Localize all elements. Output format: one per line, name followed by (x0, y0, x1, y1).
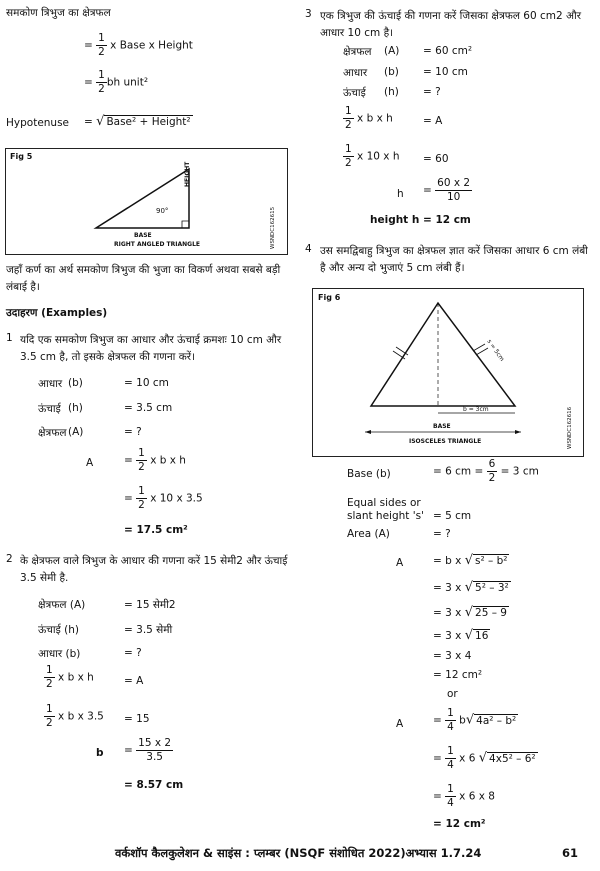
ex2-question: के क्षेत्रफल वाले त्रिभुज के आधार की गणना करें 15 सेमी2 और ऊंचाई 3.5 सेमी है. (20, 555, 288, 584)
ex2-b-symbol: b (96, 747, 104, 759)
ex3-given-a-value: = 60 cm² (423, 45, 473, 57)
ex3-given-h-sym: (h) (384, 86, 399, 98)
ex3-step1-rhs: = A (423, 115, 443, 127)
ex1-result: = 17.5 cm² (124, 524, 188, 536)
ex3-given-a-label: क्षेत्रफल (343, 46, 372, 58)
ex1-question: यदि एक समकोण त्रिभुज का आधार और ऊंचाई क्रमशः 10 cm और 3.5 cm है, तो इसके क्षेत्रफल की गणना करें। (20, 334, 282, 363)
ex1-given-a-value: = ? (124, 426, 142, 438)
fig5-angle-label: 90° (156, 207, 169, 215)
ex4-step3: = 3 x √ 25 – 9 (433, 605, 507, 620)
ex3-given-b-sym: (b) (384, 66, 399, 78)
fig6-s-label: s = 5cm (485, 338, 506, 363)
hypotenuse-formula: = √ Base² + Height² (84, 114, 191, 129)
ex3-given-h-label: ऊंचाई (343, 87, 366, 99)
ex2-step1: $\frac{1}{2}$ x b x h (46, 664, 94, 691)
ex2-given-b-value: = ? (124, 647, 142, 659)
ex4-alt-step2: = $\frac{1}{4}$ x 6 √ 4x5² – 6² (433, 745, 536, 772)
ex4-alt-step3: = $\frac{1}{4}$ x 6 x 8 (433, 783, 495, 810)
ex1-given-h-value: = 3.5 cm (124, 402, 173, 414)
ex3-given-b-value: = 10 cm (423, 66, 468, 78)
ex4-step4: = 3 x √ 16 (433, 628, 489, 643)
fig5-right-triangle (5, 148, 288, 255)
ex3-result: height h = 12 cm (370, 214, 471, 226)
ex1-given-a-sym: (A) (68, 426, 84, 438)
ex1-step2: = $\frac{1}{2}$ x 10 x 3.5 (124, 485, 203, 512)
ex1-step1: = $\frac{1}{2}$ x b x h (124, 447, 186, 474)
ex3-number: 3 (305, 8, 312, 20)
ex4-or: or (447, 688, 458, 700)
ex1-A-symbol: A (86, 457, 94, 469)
area-formula: = $\frac{1}{2}$ x Base x Height (84, 32, 193, 59)
ex3-h-fraction: = $\frac{60 x 2}{10}$ (423, 177, 471, 204)
triangle-shape (96, 169, 189, 228)
fig6-caption: ISOSCELES TRIANGLE (409, 438, 482, 445)
ex4-equal-sides-line2: slant height 's' (347, 510, 424, 522)
fig6-code: WSNDC162616 (567, 406, 573, 449)
ex2-given-h-label: ऊंचाई (h) (38, 624, 79, 636)
ex3-given-a-sym: (A) (384, 45, 400, 57)
ex4-base-label: Base (b) (347, 468, 391, 480)
fig6-base-label: BASE (433, 423, 451, 430)
ex4-A-symbol-1: A (396, 557, 404, 569)
ex2-result: = 8.57 cm (124, 779, 184, 791)
ex2-given-a-label: क्षेत्रफल (A) (38, 599, 86, 611)
ex4-number: 4 (305, 243, 312, 255)
ex2-b-fraction: = $\frac{15 x 2}{3.5}$ (124, 737, 172, 764)
hypotenuse-label: Hypotenuse (6, 117, 70, 129)
ex2-given-a-value: = 15 सेमी2 (124, 599, 176, 611)
fig5-title: Fig 5 (10, 152, 33, 161)
ex3-step2: $\frac{1}{2}$ x 10 x h (345, 143, 400, 170)
right-angle-mark (182, 221, 189, 228)
ex3-given-h-value: = ? (423, 86, 441, 98)
ex2-given-h-value: = 3.5 सेमी (124, 624, 173, 636)
ex4-area-label: Area (A) (347, 528, 390, 540)
ex2-given-b-label: आधार (b) (38, 648, 81, 660)
ex1-given-b-value: = 10 cm (124, 377, 169, 389)
ex4-step1: = b x √ s² – b² (433, 553, 508, 568)
ex4-step5: = 3 x 4 (433, 650, 472, 662)
ex3-step1: $\frac{1}{2}$ x b x h (345, 105, 393, 132)
intro-heading: समकोण त्रिभुज का क्षेत्रफल (6, 7, 111, 19)
fig5-code: WSNDC162615 (270, 206, 276, 249)
ex4-question: उस समद्विबाहु त्रिभुज का क्षेत्रफल ज्ञात करें जिसका आधार 6 cm लंबी है और अन्य दो भुजाएं 5 cm लंबी हैं। (320, 245, 588, 274)
ex4-A-symbol-2: A (396, 718, 404, 730)
ex4-equal-sides-value: = 5 cm (433, 510, 472, 522)
fig6-b-label: b = 3cm (463, 406, 489, 413)
fig6-isosceles-triangle (312, 288, 584, 457)
footer-text: वर्कशॉप कैलकुलेशन & साइंस : प्लम्बर (NSQF संशोधित 2022)अभ्यास 1.7.24 (115, 846, 482, 860)
ex1-number: 1 (6, 332, 13, 344)
ex2-step2-rhs: = 15 (124, 713, 150, 725)
ex1-given-b-label: आधार (38, 378, 63, 390)
fig5-base-label: BASE (134, 232, 152, 239)
ex3-question: एक त्रिभुज की ऊंचाई की गणना करें जिसका क्षेत्रफल 60 cm2 और आधार 10 cm है। (320, 10, 582, 39)
ex1-given-h-label: ऊंचाई (38, 403, 61, 415)
fig5-height-label: HEIGHT (184, 161, 191, 187)
ex4-base-calc: = 6 cm = $\frac{6}{2}$ = 3 cm (433, 458, 539, 485)
ex1-given-h-sym: (h) (68, 402, 83, 414)
ex4-area-value: = ? (433, 528, 451, 540)
ex3-h-symbol: h (397, 188, 404, 200)
ex1-given-a-label: क्षेत्रफल (38, 427, 67, 439)
ex3-given-b-label: आधार (343, 67, 368, 79)
ex3-step2-rhs: = 60 (423, 153, 449, 165)
ex4-alt-step1: = $\frac{1}{4}$ b√ 4a² – b² (433, 707, 517, 734)
ex4-equal-sides-line1: Equal sides or (347, 497, 421, 509)
ex2-step2: $\frac{1}{2}$ x b x 3.5 (46, 703, 104, 730)
ex1-given-b-sym: (b) (68, 377, 83, 389)
ex4-step6: = 12 cm² (433, 669, 483, 681)
ex4-result: = 12 cm² (433, 818, 486, 830)
hypotenuse-note: जहाँ कर्ण का अर्थ समकोण त्रिभुज की भुजा का विकर्ण अथवा सबसे बड़ी लंबाई है। (6, 264, 281, 293)
ex4-step2: = 3 x √ 5² – 3² (433, 580, 509, 595)
ex2-number: 2 (6, 553, 13, 565)
ex2-step1-rhs: = A (124, 675, 144, 687)
fig6-drawing (313, 289, 583, 456)
area-formula-bh: = $\frac{1}{2}$ bh unit² (84, 69, 149, 96)
page-number: 61 (562, 846, 579, 860)
fig6-title: Fig 6 (318, 293, 341, 302)
examples-heading: उदाहरण (Examples) (6, 307, 108, 319)
fig5-caption: RIGHT ANGLED TRIANGLE (114, 241, 201, 248)
